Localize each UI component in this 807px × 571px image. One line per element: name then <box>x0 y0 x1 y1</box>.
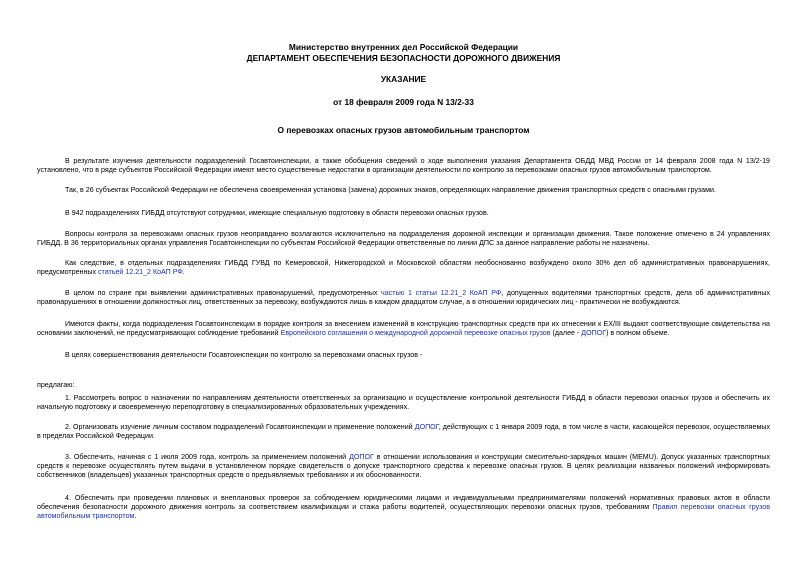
paragraph-7 <box>37 320 770 338</box>
item-1: 1. Рассмотреть вопрос о назначении по направлениям деятельности ответственных за организацию и осуществление контрольной деятельности ГИБДД в области перевозки опасных грузов и обеспечить их начальную подготовку и своевременную переподготовку в специализированных образовательных учреждениях. <box>37 394 770 411</box>
paragraph-7-end: ) в полном объеме. <box>606 329 670 337</box>
paragraph-7-mid: (далее - <box>550 329 582 337</box>
item-4-text: 4. Обеспечить при проведении плановых и внеплановых проверок за соблюдением юридическими лицами и индивидуальными предпринимателями положений нормативных правовых актов в области обеспечения безопасности дорожного движения контроль за соответствием квалификации и стажа работы водителей, осуществляющих перевозки опасных грузов, требованиям <box>37 494 770 511</box>
link-dopog-item-2[interactable]: ДОПОГ <box>414 423 439 431</box>
paragraph-6 <box>37 289 770 307</box>
document-type: УКАЗАНИЕ <box>380 74 427 84</box>
item-3-text: 3. Обеспечить, начиная с 1 июля 2009 года, контроль за применением положений <box>65 453 350 461</box>
item-2-rest: , действующих с 1 января 2009 года, в том числе в части, касающейся перевозок, осуществляемых в пределах Российской Федерации. <box>37 423 770 440</box>
paragraph-6-rest: , допущенных водителями транспортных средств, дела об административных правонарушениях в отношении должностных лиц, ответственных за перевозку, возбуждаются лишь в каждом двадцатом случае, а в отношении юридических лиц - практически не возбуждаются. <box>37 289 770 306</box>
paragraph-6-text: В целом по стране при выявлении административных правонарушений, предусмотренных <box>65 289 382 297</box>
paragraph-propose: предлагаю: <box>37 381 75 389</box>
paragraph-2: Так, в 26 субъектах Российской Федерации не обеспечена своевременная установка (замена) дорожных знаков, определяющих направление движения транспортных средств с опасными грузами. <box>65 186 716 194</box>
item-2 <box>37 423 770 441</box>
item-3-rest: в отношении использования и конструкции смесительно-зарядных машин (MEMU). Допуск указанных транспортных средств к перевозке осуществлять путем выдачи в установленном порядке свидетельств о допуске транспортного средства к перевозке опасных грузов. В целях реализации названных положений информировать собственников (владельцев) указанных транспортных средств о предъявляемых требованиях и их обоснованности. <box>37 453 771 479</box>
item-4-end: . <box>134 512 137 520</box>
item-2-text: 2. Организовать изучение личным составом подразделений Госавтоинспекции и применение положений <box>65 423 415 431</box>
paragraph-5-end: . <box>182 268 185 276</box>
link-dopog[interactable]: ДОПОГ <box>581 329 607 337</box>
link-article-12-21-2[interactable]: статьей 12.21_2 КоАП РФ <box>98 268 183 276</box>
paragraph-5 <box>37 259 770 277</box>
link-part-1-article-12-21-2[interactable]: частью 1 статьи 12.21_2 КоАП РФ <box>381 289 502 297</box>
paragraph-7-text: Имеются факты, когда подразделения Госавтоинспекции в порядке контроля за внесением изменений в конструкцию транспортных средств при их отнесении к EX/III выдают соответствующие свидетельства на основании заключений, не предусматривающих соблюдение требований <box>37 320 770 337</box>
paragraph-4: Вопросы контроля за перевозками опасных грузов неоправданно возлагаются исключительно на подразделения дорожной инспекции и организации движения. Такое положение отмечено в 24 управлениях ГИБДД. В 36 территориальных органах управления Госавтоинспекции по субъектам Российской Федерации ответственные по линии ДПС за данное направление работы не назначены. <box>37 230 770 247</box>
document-date-number: от 18 февраля 2009 года N 13/2-33 <box>333 97 474 107</box>
item-3 <box>37 453 770 480</box>
link-dopog-item-3[interactable]: ДОПОГ <box>349 453 374 461</box>
document-title: О перевозках опасных грузов автомобильным транспортом <box>277 125 530 135</box>
link-transport-rules[interactable]: Правил перевозки опасных грузов автомобильным транспортом <box>37 503 770 520</box>
item-4 <box>37 494 770 521</box>
department-name: ДЕПАРТАМЕНТ ОБЕСПЕЧЕНИЯ БЕЗОПАСНОСТИ ДОРОЖНОГО ДВИЖЕНИЯ <box>246 53 561 63</box>
paragraph-8: В целях совершенствования деятельности Госавтоинспекции по контролю за перевозками опасных грузов - <box>65 351 423 359</box>
paragraph-5-text: Как следствие, в отдельных подразделениях ГИБДД ГУВД по Кемеровской, Нижегородской и Московской областям необоснованно возбуждено около 30% дел об административных правонарушениях, предусмотренных <box>37 259 770 276</box>
ministry-name: Министерство внутренних дел Российской Федерации <box>288 42 519 52</box>
link-european-agreement[interactable]: Европейского соглашения о международной дорожной перевозке опасных грузов <box>280 329 551 337</box>
paragraph-3: В 942 подразделениях ГИБДД отсутствуют сотрудники, имеющие специальную подготовку в области перевозки опасных грузов. <box>65 209 489 217</box>
paragraph-1: В результате изучения деятельности подразделений Госавтоинспекции, а также обобщения сведений о ходе выполнения указания Департамента ОБДД МВД России от 14 февраля 2008 года N 13/2-19 установлено, что в ряде субъектов Российской Федерации имеют место существенные недостатки в организации деятельности по контролю за перевозками опасных грузов автомобильным транспортом. <box>37 157 770 174</box>
